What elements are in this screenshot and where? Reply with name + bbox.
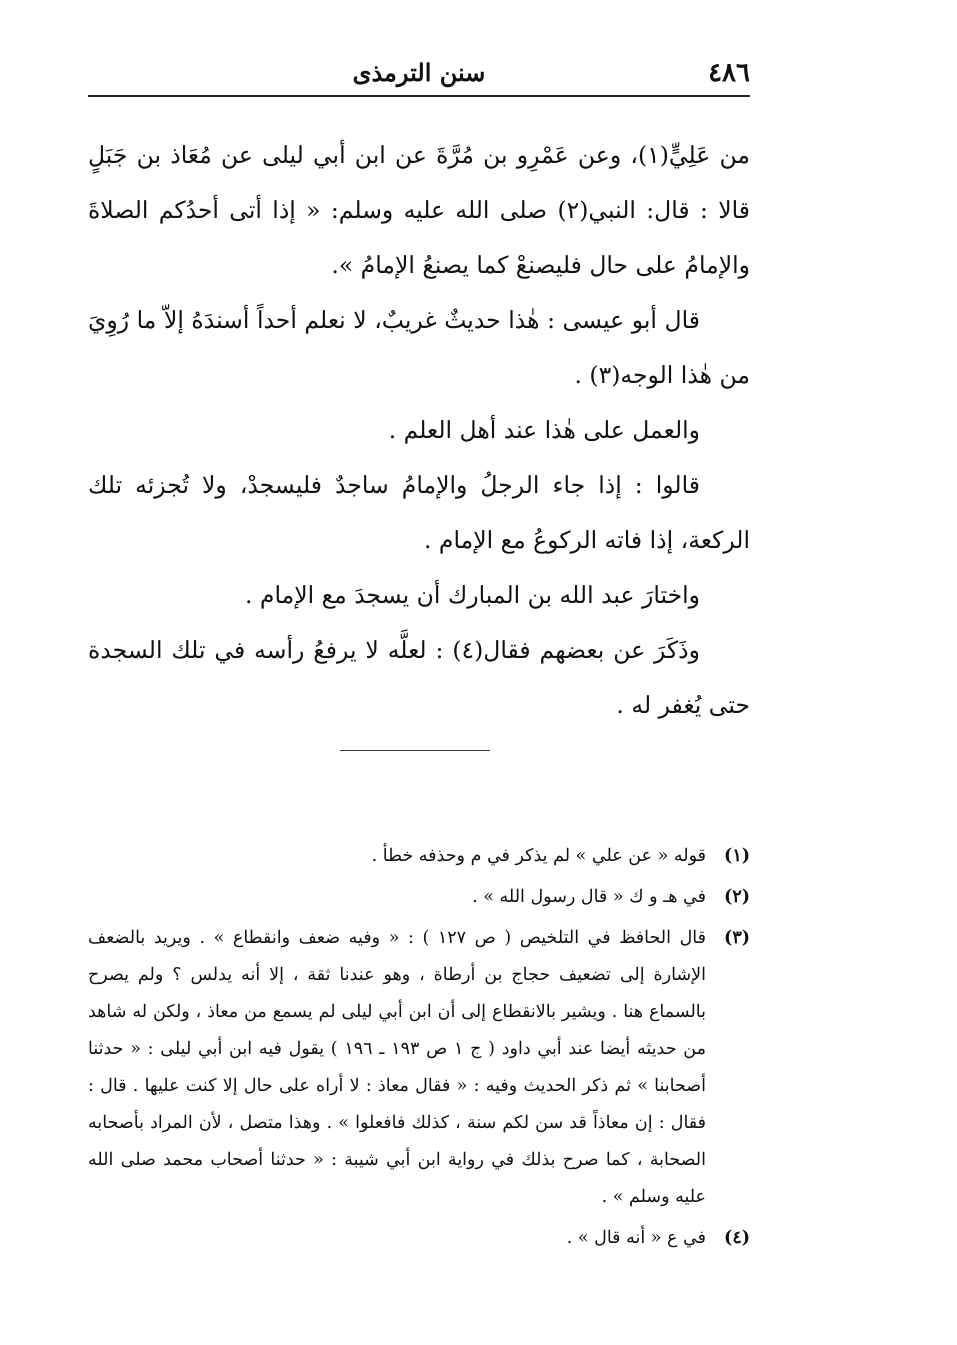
footnote bbox=[88, 838, 750, 875]
footnote-text: قال الحافظ في التلخيص ( ص ١٢٧ ) : « وفيه ضعف وانقطاع » . ويريد بالضعف الإشارة إلى تضعيف حجاج بن أرطاة ، وهو عندنا ثقة ، إلا أنه يدلس ؟ ولم يصرح بالسماع هنا . ويشير بالانقطاع إلى أن ابن أبي ليلى لم يسمع من معاذ ، ولكن له شاهد من حديثه أيضا عند أبي داود ( ج ١ ص ١٩٣ ـ ١٩٦ ) يقول فيه ابن أبي ليلى : « حدثنا أصحابنا » ثم ذكر الحديث وفيه : « فقال معاذ : لا أراه على حال إلا كنت عليها . قال : فقال : إن معاذاً قد سن لكم سنة ، كذلك فافعلوا » . وهذا متصل ، لأن المراد بأصحابه الصحابة ، كما صرح بذلك في رواية ابن أبي شيبة : « حدثنا أصحاب محمد صلى الله عليه وسلم » . bbox=[88, 928, 706, 1207]
footnote-separator bbox=[340, 750, 490, 751]
main-text bbox=[88, 128, 750, 733]
paragraph: والعمل على هٰذا عند أهل العلم . bbox=[388, 416, 700, 444]
header-rule bbox=[88, 95, 750, 97]
footnote-number: (١) bbox=[724, 846, 750, 866]
paragraph: من عَلِيٍّ(١)، وعن عَمْرِو بن مُرَّةَ عن ابن أبي ليلى عن مُعَاذ بن جَبَلٍ قالا : قال: النبي(٢) صلى الله عليه وسلم: « إذا أتى أحدُكم الصلاةَ والإمامُ على حال فليصنعْ كما يصنعُ الإمامُ ». bbox=[88, 141, 750, 279]
footnote-number: (٤) bbox=[724, 1228, 750, 1248]
paragraph: وذَكَرَ عن بعضهم فقال(٤) : لعلَّه لا يرفعُ رأسه في تلك السجدة حتى يُغفر له . bbox=[88, 636, 750, 719]
footnote-text: في هـ و ك « قال رسول الله » . bbox=[472, 887, 706, 907]
paragraph: واختارَ عبد الله بن المبارك أن يسجدَ مع الإمام . bbox=[244, 581, 700, 609]
footnote-text: قوله « عن علي » لم يذكر في م وحذفه خطأ . bbox=[371, 846, 706, 866]
running-title: سنن الترمذى bbox=[352, 58, 486, 87]
footnote-number: (٢) bbox=[724, 887, 750, 907]
footnotes bbox=[88, 838, 750, 1257]
page-header bbox=[88, 52, 750, 92]
page-number: ٤٨٦ bbox=[708, 58, 750, 88]
footnote-number: (٣) bbox=[724, 928, 750, 948]
paragraph: قال أبو عيسى : هٰذا حديثٌ غريبٌ، لا نعلم أحداً أسندَهُ إلاّ ما رُوِيَ من هٰذا الوجه(٣) . bbox=[88, 306, 750, 389]
footnote bbox=[88, 920, 750, 1216]
footnote bbox=[88, 879, 750, 916]
footnote-text: في ع « أنه قال » . bbox=[566, 1228, 706, 1248]
paragraph: قالوا : إذا جاء الرجلُ والإمامُ ساجدٌ فليسجدْ، ولا تُجزئه تلك الركعة، إذا فاته الركوعُ مع الإمام . bbox=[88, 471, 750, 554]
footnote bbox=[88, 1220, 750, 1257]
